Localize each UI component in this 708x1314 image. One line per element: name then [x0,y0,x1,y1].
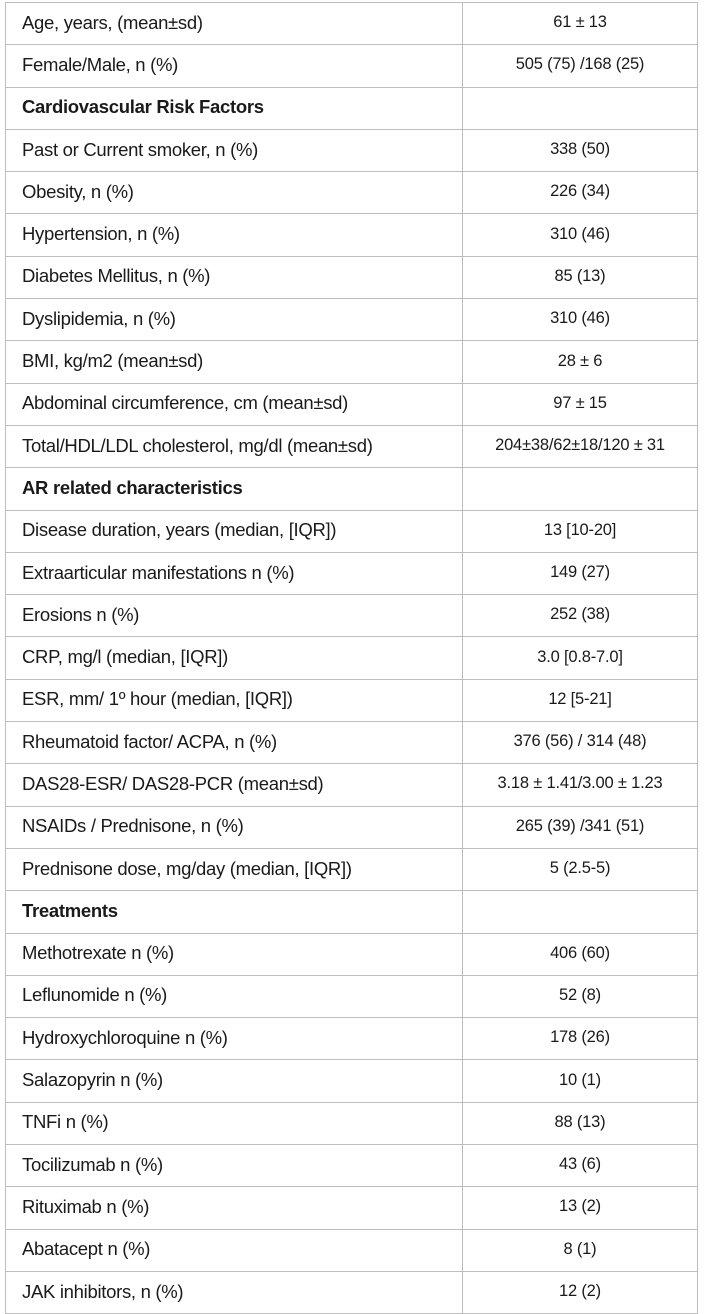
table-row [6,1229,698,1271]
row-label: Rituximab n (%) [6,1187,463,1229]
row-value: 52 (8) [463,975,698,1017]
table-row [6,45,698,87]
row-label: Leflunomide n (%) [6,975,463,1017]
row-value: 3.0 [0.8-7.0] [463,637,698,679]
row-value: 3.18 ± 1.41/3.00 ± 1.23 [463,764,698,806]
table-row [6,595,698,637]
row-label: Erosions n (%) [6,595,463,637]
table-row [6,510,698,552]
table-row [6,679,698,721]
row-label: NSAIDs / Prednisone, n (%) [6,806,463,848]
row-value: 12 (2) [463,1271,698,1313]
row-label: Salazopyrin n (%) [6,1060,463,1102]
row-value: 406 (60) [463,933,698,975]
section-header-row [6,87,698,129]
table-row [6,1187,698,1229]
row-label: Total/HDL/LDL cholesterol, mg/dl (mean±sd) [6,425,463,467]
row-value: 8 (1) [463,1229,698,1271]
table-row [6,341,698,383]
table-row [6,172,698,214]
section-title: Treatments [6,891,463,933]
section-header-row [6,468,698,510]
table-row [6,299,698,341]
row-value: 5 (2.5-5) [463,848,698,890]
row-value: 149 (27) [463,552,698,594]
row-label: Past or Current smoker, n (%) [6,129,463,171]
row-label: Extraarticular manifestations n (%) [6,552,463,594]
table-row [6,806,698,848]
row-value: 226 (34) [463,172,698,214]
section-header-row [6,891,698,933]
table-row [6,1018,698,1060]
table-row [6,214,698,256]
table-row [6,425,698,467]
row-value: 310 (46) [463,299,698,341]
row-label: DAS28-ESR/ DAS28-PCR (mean±sd) [6,764,463,806]
row-label: Hypertension, n (%) [6,214,463,256]
row-value: 505 (75) /168 (25) [463,45,698,87]
row-label: Methotrexate n (%) [6,933,463,975]
table-row [6,1145,698,1187]
row-label: Hydroxychloroquine n (%) [6,1018,463,1060]
table-row [6,764,698,806]
row-label: Rheumatoid factor/ ACPA, n (%) [6,722,463,764]
table-row [6,933,698,975]
table-row [6,975,698,1017]
table-row [6,1060,698,1102]
table-body [6,3,698,1314]
row-label: Dyslipidemia, n (%) [6,299,463,341]
row-value: 13 (2) [463,1187,698,1229]
table-row [6,383,698,425]
row-value: 13 [10-20] [463,510,698,552]
row-value: 252 (38) [463,595,698,637]
row-value: 10 (1) [463,1060,698,1102]
table-row [6,552,698,594]
row-value: 338 (50) [463,129,698,171]
row-value: 97 ± 15 [463,383,698,425]
row-label: Age, years, (mean±sd) [6,3,463,45]
row-label: Female/Male, n (%) [6,45,463,87]
row-value: 265 (39) /341 (51) [463,806,698,848]
row-label: BMI, kg/m2 (mean±sd) [6,341,463,383]
table-row [6,637,698,679]
row-value: 204±38/62±18/120 ± 31 [463,425,698,467]
row-label: Disease duration, years (median, [IQR]) [6,510,463,552]
table-row [6,722,698,764]
table-row [6,129,698,171]
row-value: 178 (26) [463,1018,698,1060]
section-title: Cardiovascular Risk Factors [6,87,463,129]
row-value: 310 (46) [463,214,698,256]
row-label: Abdominal circumference, cm (mean±sd) [6,383,463,425]
row-value: 28 ± 6 [463,341,698,383]
row-label: ESR, mm/ 1º hour (median, [IQR]) [6,679,463,721]
row-value: 85 (13) [463,256,698,298]
table-row [6,1271,698,1313]
table-row [6,256,698,298]
row-value [463,891,698,933]
row-label: Obesity, n (%) [6,172,463,214]
row-label: TNFi n (%) [6,1102,463,1144]
row-value [463,87,698,129]
characteristics-table [5,2,698,1314]
row-label: JAK inhibitors, n (%) [6,1271,463,1313]
table-row [6,1102,698,1144]
row-label: CRP, mg/l (median, [IQR]) [6,637,463,679]
row-value: 12 [5-21] [463,679,698,721]
row-value: 43 (6) [463,1145,698,1187]
row-label: Tocilizumab n (%) [6,1145,463,1187]
row-value: 88 (13) [463,1102,698,1144]
row-label: Abatacept n (%) [6,1229,463,1271]
row-label: Diabetes Mellitus, n (%) [6,256,463,298]
row-value [463,468,698,510]
section-title: AR related characteristics [6,468,463,510]
row-label: Prednisone dose, mg/day (median, [IQR]) [6,848,463,890]
row-value: 376 (56) / 314 (48) [463,722,698,764]
table-row [6,848,698,890]
table-row [6,3,698,45]
row-value: 61 ± 13 [463,3,698,45]
